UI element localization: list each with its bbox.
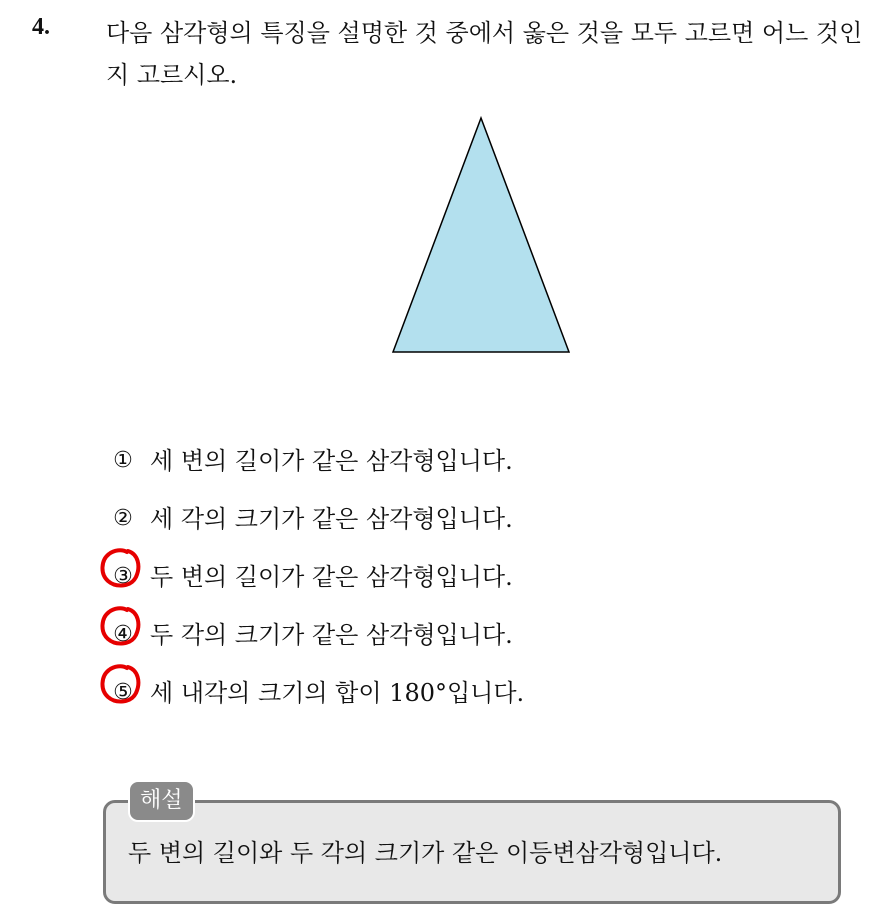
triangle-figure	[390, 114, 574, 358]
choice-2[interactable]	[108, 490, 808, 548]
choice-3[interactable]	[108, 548, 808, 606]
choice-2-number	[108, 497, 138, 541]
explanation-box	[103, 800, 841, 904]
choice-5-text: 세 내각의 크기의 합이 180°입니다.	[150, 679, 525, 707]
question-text: 다음 삼각형의 특징을 설명한 것 중에서 옳은 것을 모두 고르면 어느 것인지 고르시오.	[106, 19, 863, 89]
choice-5-mark: ⑤	[113, 680, 133, 705]
choice-1-mark: ①	[113, 448, 133, 473]
choice-3-text: 두 변의 길이가 같은 삼각형입니다.	[150, 563, 513, 591]
choice-4-text: 두 각의 크기가 같은 삼각형입니다.	[150, 621, 513, 649]
choice-1-text: 세 변의 길이가 같은 삼각형입니다.	[150, 447, 513, 475]
explanation-label: 해설	[128, 780, 195, 822]
choice-4[interactable]	[108, 606, 808, 664]
choice-list	[108, 432, 808, 722]
choice-2-text: 세 각의 크기가 같은 삼각형입니다.	[150, 505, 513, 533]
choice-4-mark: ④	[113, 622, 133, 647]
choice-2-mark: ②	[113, 506, 133, 531]
question-number: 4.	[32, 14, 50, 40]
explanation-text: 두 변의 길이와 두 각의 크기가 같은 이등변삼각형입니다.	[128, 839, 723, 867]
choice-1-number	[108, 439, 138, 483]
choice-3-mark: ③	[113, 564, 133, 589]
choice-3-number	[108, 555, 138, 599]
choice-5-number	[108, 671, 138, 715]
choice-1[interactable]	[108, 432, 808, 490]
triangle-shape	[393, 118, 569, 352]
choice-5[interactable]	[108, 664, 808, 722]
choice-4-number	[108, 613, 138, 657]
